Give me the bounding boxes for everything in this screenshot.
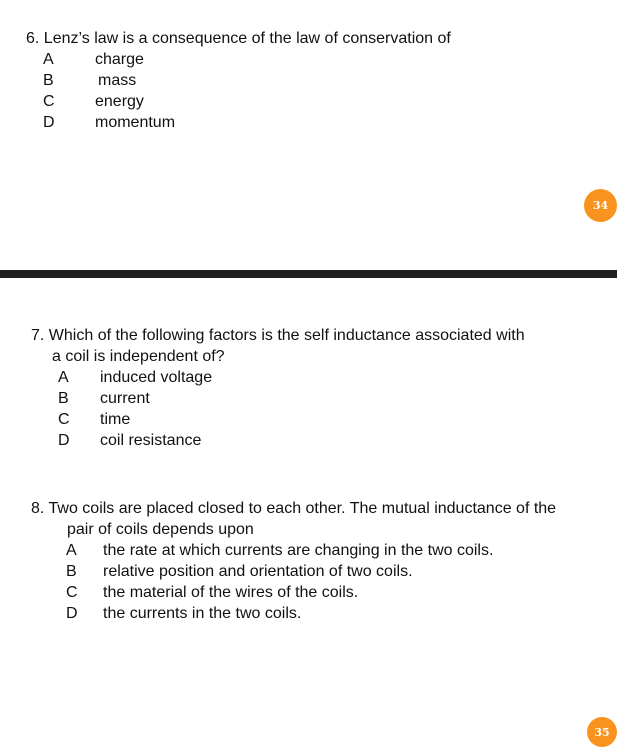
question-8-line-1: 8. Two coils are placed closed to each other. The mutual inductance of the xyxy=(31,500,557,517)
q6-option-c-letter: C xyxy=(43,93,55,110)
q6-option-b-text: mass xyxy=(98,72,137,89)
page-divider xyxy=(0,270,617,278)
q6-option-b-letter: B xyxy=(43,72,54,89)
question-6-text: 6. Lenz’s law is a consequence of the law of conservation of xyxy=(26,30,451,47)
q8-option-a-text: the rate at which currents are changing in the two coils. xyxy=(103,542,494,559)
question-7-line-2: a coil is independent of? xyxy=(52,348,225,365)
q8-option-d-letter: D xyxy=(66,605,78,622)
q7-option-b-letter: B xyxy=(58,390,69,407)
q6-option-a-letter: A xyxy=(43,51,54,68)
q8-option-a-letter: A xyxy=(66,542,77,559)
q8-option-c-letter: C xyxy=(66,584,78,601)
q6-option-d-letter: D xyxy=(43,114,55,131)
q7-option-b-text: current xyxy=(100,390,150,407)
q7-option-c-letter: C xyxy=(58,411,70,428)
q6-option-d-text: momentum xyxy=(95,114,176,131)
question-7-line-1: 7. Which of the following factors is the self inductance associated with xyxy=(31,327,525,344)
page-number-badge-35: 35 xyxy=(587,717,617,747)
q6-option-c-text: energy xyxy=(95,93,144,110)
q8-option-c-text: the material of the wires of the coils. xyxy=(103,584,359,601)
q7-option-a-text: induced voltage xyxy=(100,369,213,386)
question-8-line-2: pair of coils depends upon xyxy=(67,521,254,538)
q8-option-b-text: relative position and orientation of two coils. xyxy=(103,563,413,580)
q7-option-d-text: coil resistance xyxy=(100,432,202,449)
q7-option-c-text: time xyxy=(100,411,131,428)
q8-option-d-text: the currents in the two coils. xyxy=(103,605,302,622)
q7-option-a-letter: A xyxy=(58,369,69,386)
q8-option-b-letter: B xyxy=(66,563,77,580)
page-number-badge-34: 34 xyxy=(584,189,617,222)
q6-option-a-text: charge xyxy=(95,51,144,68)
q7-option-d-letter: D xyxy=(58,432,70,449)
